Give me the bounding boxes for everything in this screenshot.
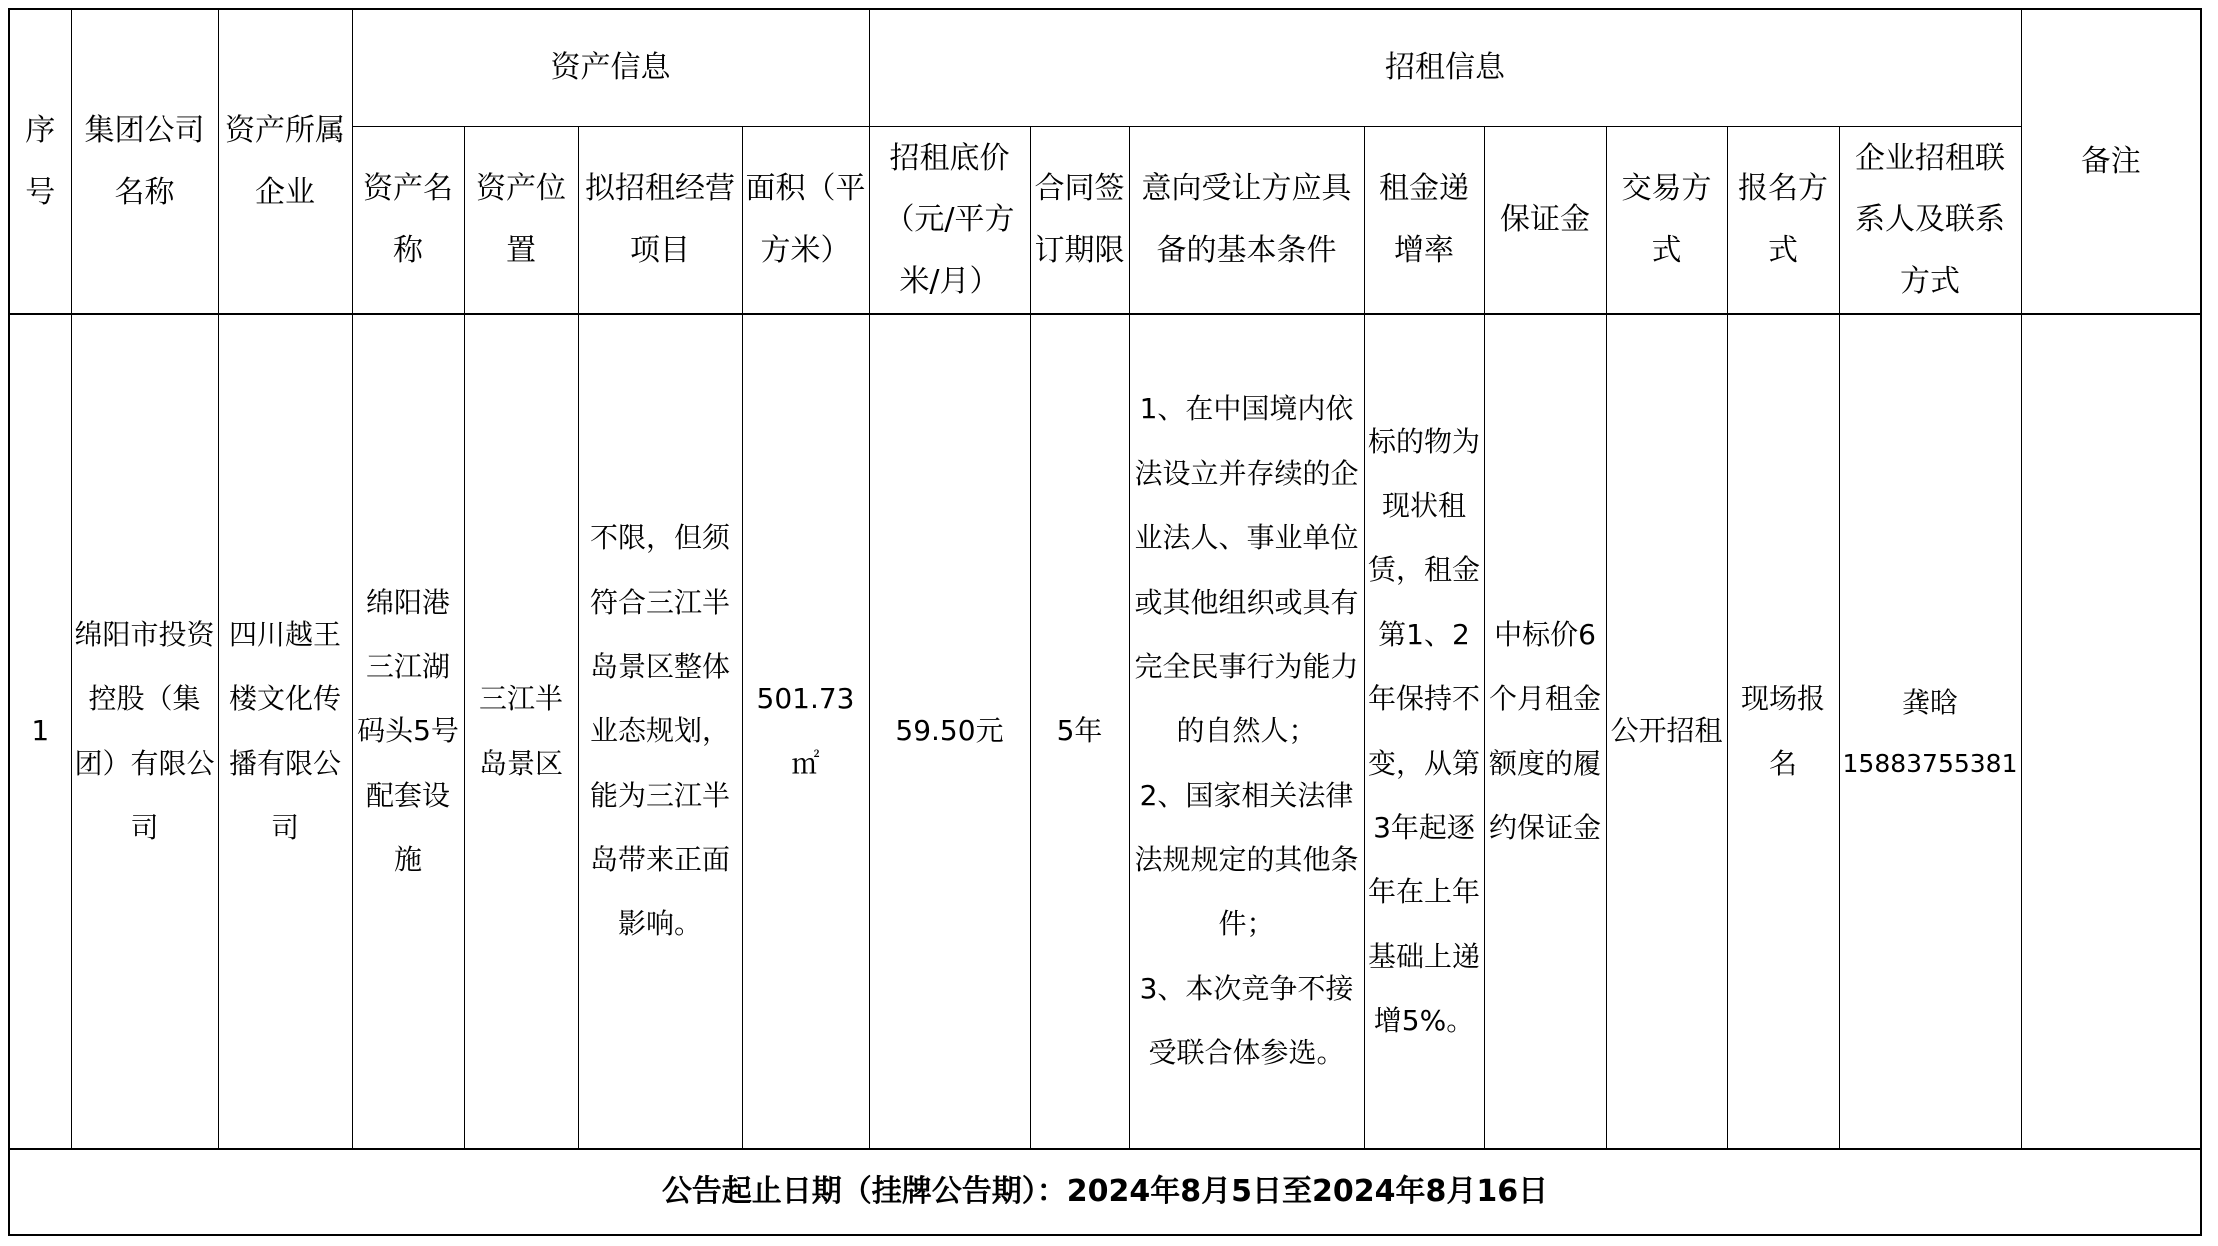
header-remarks: 备注 [2021, 9, 2201, 314]
leasing-announcement-table [8, 8, 2202, 1236]
header-rent-increase: 租金递增率 [1364, 126, 1484, 314]
header-asset-owner: 资产所属企业 [218, 9, 352, 314]
header-group-asset-info: 资产信息 [352, 9, 869, 126]
header-contact: 企业招租联系人及联系方式 [1839, 126, 2021, 314]
header-transferee-conditions: 意向受让方应具备的基本条件 [1129, 126, 1364, 314]
header-proposed-business: 拟招租经营项目 [578, 126, 742, 314]
condition-item: 1、在中国境内依法设立并存续的企业法人、事业单位或其他组织或具有完全民事行为能力的自然人； [1134, 392, 1359, 748]
cell-base-price: 59.50元 [869, 314, 1030, 1149]
header-contract-term: 合同签订期限 [1030, 126, 1129, 314]
contact-name: 龚晗 [1901, 685, 1958, 719]
condition-item: 3、本次竞争不接受联合体参选。 [1139, 971, 1354, 1070]
cell-asset-owner: 四川越王楼文化传播有限公司 [218, 314, 352, 1149]
header-asset-location: 资产位置 [464, 126, 578, 314]
cell-deposit: 中标价6个月租金额度的履约保证金 [1484, 314, 1606, 1149]
header-group-company: 集团公司名称 [71, 9, 218, 314]
header-registration-method: 报名方式 [1727, 126, 1839, 314]
cell-proposed-business: 不限，但须符合三江半岛景区整体业态规划，能为三江半岛带来正面影响。 [578, 314, 742, 1149]
cell-rent-increase: 标的物为现状租赁，租金第1、2年保持不变，从第3年起逐年在上年基础上递增5%。 [1364, 314, 1484, 1149]
header-area: 面积（平方米） [742, 126, 869, 314]
header-group-leasing-info: 招租信息 [869, 9, 2021, 126]
cell-serial: 1 [9, 314, 71, 1149]
cell-area: 501.73㎡ [742, 314, 869, 1149]
header-base-price: 招租底价（元/平方米/月） [869, 126, 1030, 314]
cell-asset-name: 绵阳港三江湖码头5号配套设施 [352, 314, 464, 1149]
cell-registration-method: 现场报名 [1727, 314, 1839, 1149]
cell-asset-location: 三江半岛景区 [464, 314, 578, 1149]
header-deposit: 保证金 [1484, 126, 1606, 314]
cell-transaction-method: 公开招租 [1606, 314, 1727, 1149]
cell-contract-term: 5年 [1030, 314, 1129, 1149]
header-asset-name: 资产名称 [352, 126, 464, 314]
header-serial: 序号 [9, 9, 71, 314]
cell-group-company: 绵阳市投资控股（集团）有限公司 [71, 314, 218, 1149]
condition-item: 2、国家相关法律法规规定的其他条件； [1134, 778, 1359, 941]
cell-transferee-conditions [1129, 314, 1364, 1149]
cell-remarks [2021, 314, 2201, 1149]
table-row [9, 314, 2201, 1149]
announcement-period: 公告起止日期（挂牌公告期）：2024年8月5日至2024年8月16日 [9, 1149, 2201, 1235]
header-transaction-method: 交易方式 [1606, 126, 1727, 314]
cell-contact [1839, 314, 2021, 1149]
contact-phone: 15883755381 [1842, 748, 2018, 778]
